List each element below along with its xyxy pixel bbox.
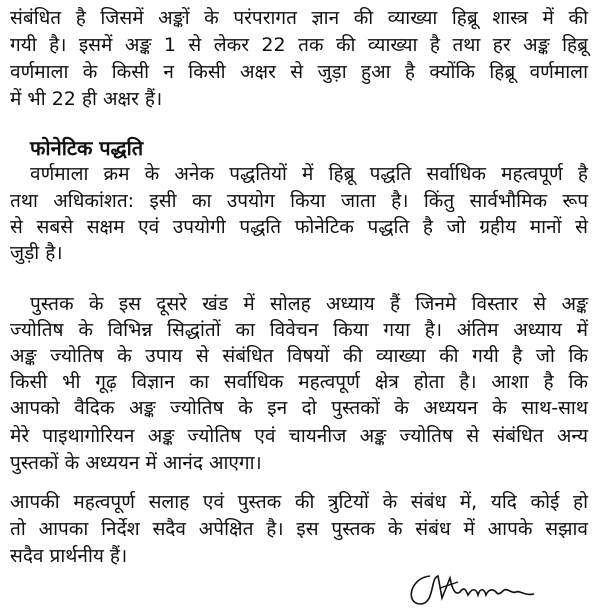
text-line: से सबसे सक्षम एवं उपयोगी पद्धति फोनेटिक पद्धति है जो ग्रहीय मानों से (10, 216, 588, 238)
text-line: संबंधित है जिसमें अङ्कों के परंपरागत ज्ञान की व्याख्या हिब्रू शास्त्र में की (10, 7, 588, 29)
text-line: जुड़ी है। (10, 242, 63, 264)
text-line: गयी है। इसमें अङ्क 1 से लेकर 22 तक की व्याख्या है तथा हर अङ्क हिब्रू (10, 34, 588, 56)
text-line: पुस्तक के इस दूसरे खंड में सोलह अध्याय हैं जिनमे विस्तार से अङ्क (30, 293, 588, 315)
text-line: सदैव प्रार्थनीय हैं। (10, 545, 128, 567)
text-line: मेरे पाइथागोरियन अङ्क ज्योतिष एवं चायनीज अङ्क ज्योतिष से संबंधित अन्य (10, 425, 588, 447)
text-line: किसी भी गूढ़ विज्ञान का सर्वाधिक महत्वपूर्ण क्षेत्र होता है। आशा है कि (10, 371, 588, 393)
text-line: वर्णमाला के किसी न किसी अक्षर से जुड़ा हुआ है क्योंकि हिब्रू वर्णमाला (10, 61, 588, 83)
section-heading: फोनेटिक पद्धति (30, 136, 144, 160)
text-line: अङ्क ज्योतिष के उपाय से संबंधित विषयों की व्याख्या की गयी है जो कि (10, 345, 588, 367)
text-line: पुस्तकों के अध्ययन में आनंद आएगा। (10, 452, 262, 474)
text-line: आपकी महत्वपूर्ण सलाह एवं पुस्तक की त्रुटियों के संबंध में, यदि कोई हो (10, 491, 588, 513)
text-line: आपको वैदिक अङ्क ज्योतिष के इन दो पुस्तकों के अध्ययन के साथ-साथ (10, 397, 588, 419)
author-signature (400, 568, 550, 608)
text-line: में भी 22 ही अक्षर हैं। (10, 88, 163, 110)
text-line: वर्णमाला क्रम के अनेक पद्धतियों में हिब्रू पद्धति सर्वाधिक महत्वपूर्ण है (30, 163, 588, 185)
text-line: ज्योतिष के विभिन्न सिद्धांतों का विवेचन किया गया है। अंतिम अध्याय में (10, 319, 588, 341)
text-line: तो आपका निर्देश सदैव अपेक्षित है। इस पुस्तक के संबंध में आपके सझाव (10, 518, 588, 540)
text-line: तथा अधिकांशत: इसी का उपयोग किया जाता है। किंतु सार्वभौमिक रूप (10, 190, 588, 212)
